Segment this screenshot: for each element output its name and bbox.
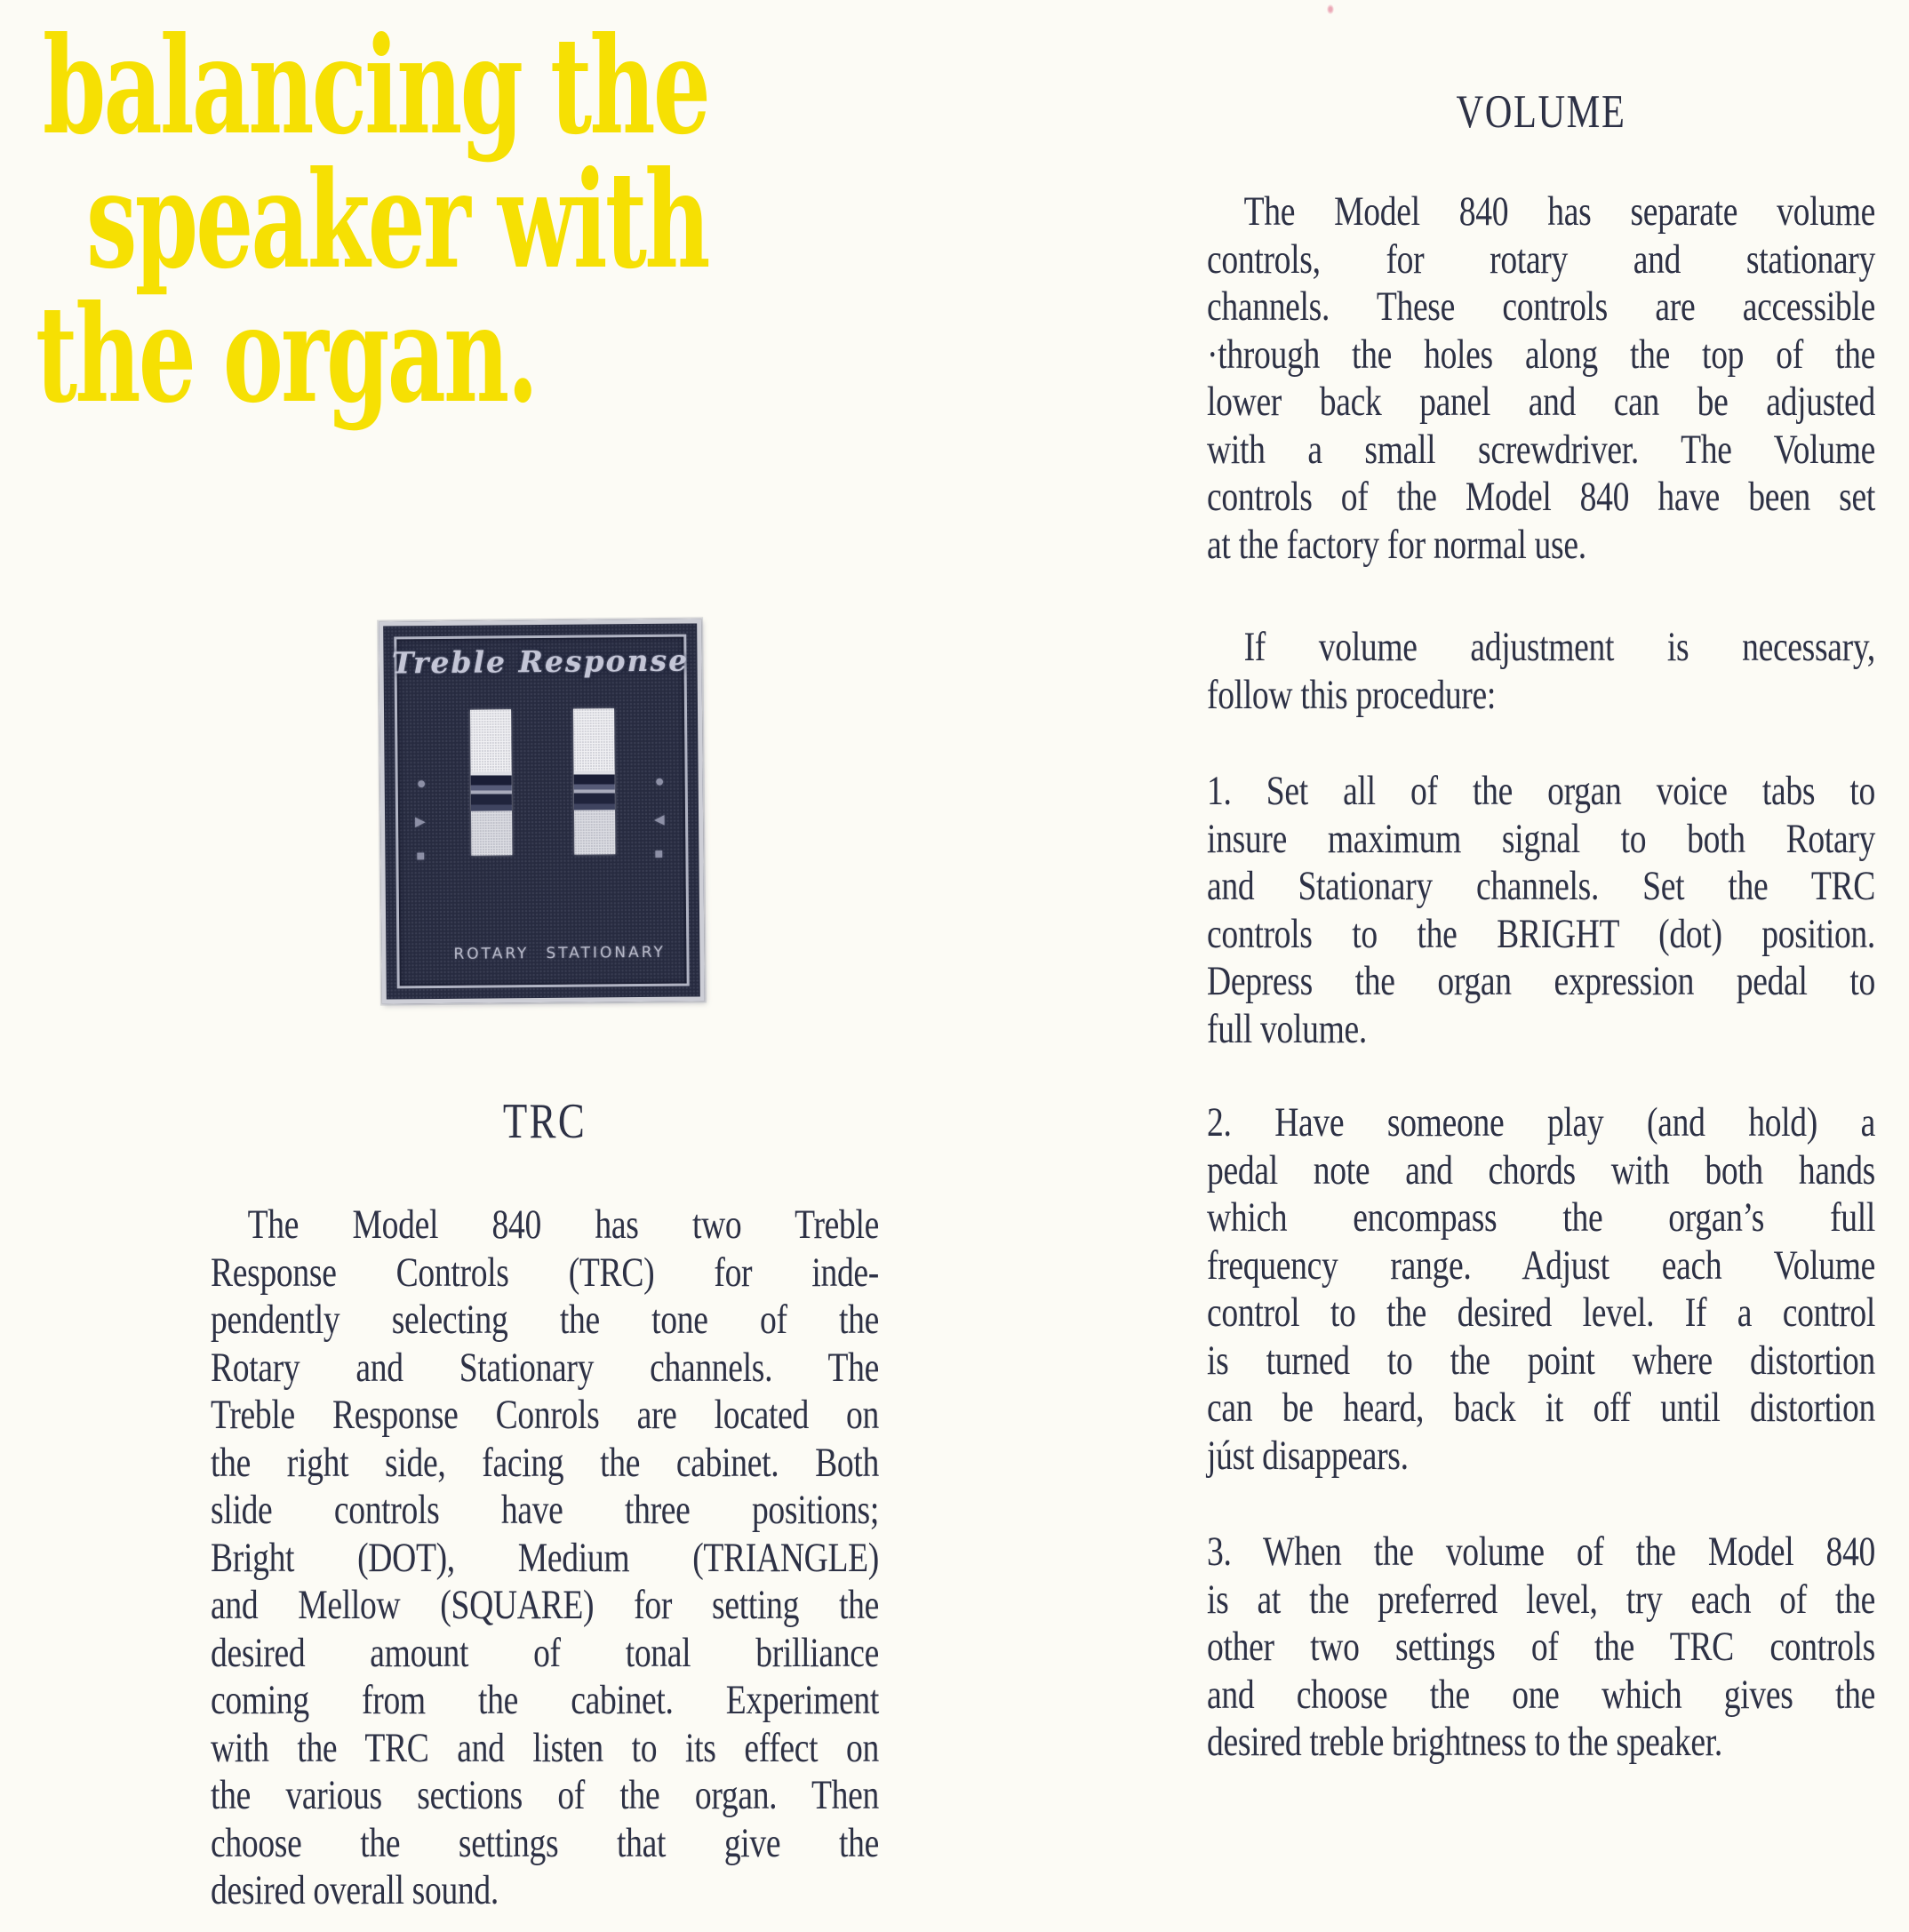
panel-inner-frame bbox=[394, 635, 689, 989]
text-line: 2. Have someone play (and hold) a bbox=[1207, 1099, 1875, 1146]
text-line: the various sections of the organ. Then bbox=[211, 1772, 879, 1818]
volume-heading: VOLUME bbox=[1456, 86, 1626, 138]
rotary-label: ROTARY bbox=[453, 945, 530, 963]
stationary-slider bbox=[573, 708, 615, 854]
text-line: ·through the holes along the top of the bbox=[1207, 331, 1875, 378]
text-line: 3. When the volume of the Model 840 bbox=[1207, 1529, 1875, 1575]
volume-section bbox=[1207, 87, 1875, 1767]
text-line: controls, for rotary and stationary bbox=[1207, 236, 1875, 283]
text-line: follow this procedure: bbox=[1207, 671, 1497, 718]
text-line: with a small screwdriver. The Volume bbox=[1207, 426, 1875, 473]
text-line: júst disappears. bbox=[1207, 1432, 1409, 1479]
headline-line-3: the organ. bbox=[36, 276, 537, 433]
page-title bbox=[36, 8, 1022, 433]
figure-caption-row bbox=[211, 1093, 879, 1150]
text-line: The Model 840 has two Treble bbox=[247, 1202, 880, 1248]
text-line: is turned to the point where distortion bbox=[1207, 1337, 1875, 1384]
text-line: desired treble brightness to the speaker. bbox=[1207, 1719, 1722, 1765]
text-line: the right side, facing the cabinet. Both bbox=[211, 1439, 879, 1486]
text-line: Depress the organ expression pedal to bbox=[1207, 958, 1875, 1004]
text-line: pendently selecting the tone of the bbox=[211, 1297, 879, 1343]
trc-panel-photo bbox=[379, 619, 705, 1003]
text-line: desired overall sound. bbox=[211, 1867, 499, 1913]
procedure-step-1 bbox=[1207, 768, 1875, 1053]
rotary-slider-handle bbox=[471, 771, 512, 810]
procedure-lead-paragraph bbox=[1207, 624, 1875, 719]
trc-paragraph bbox=[211, 1202, 879, 1915]
text-line: choose the settings that give the bbox=[211, 1819, 879, 1866]
figure-caption: TRC bbox=[502, 1094, 587, 1149]
text-line: slide controls have three positions; bbox=[211, 1487, 879, 1533]
medium-triangle-marker-icon: ▶ bbox=[415, 815, 426, 830]
text-line: with the TRC and listen to its effect on bbox=[211, 1724, 879, 1771]
mellow-square-marker-icon: ■ bbox=[416, 849, 426, 865]
panel-title: Treble Response bbox=[391, 643, 690, 681]
text-line: 1. Set all of the organ voice tabs to bbox=[1207, 768, 1875, 814]
text-line: channels. These controls are accessible bbox=[1207, 283, 1875, 330]
mellow-square-marker-icon: ■ bbox=[654, 846, 664, 862]
text-line: pedal note and chords with both hands bbox=[1207, 1146, 1875, 1194]
text-line: other two settings of the TRC controls bbox=[1207, 1624, 1875, 1670]
text-line: controls of the Model 840 have been set bbox=[1207, 474, 1875, 520]
text-line: and Mellow (SQUARE) for setting the bbox=[211, 1582, 879, 1628]
text-line: and choose the one which gives the bbox=[1207, 1671, 1875, 1718]
headline-line-2: speaker with bbox=[86, 142, 708, 299]
scan-speck bbox=[1327, 4, 1334, 14]
text-line: is at the preferred level, try each of the bbox=[1207, 1576, 1875, 1623]
text-line: lower back panel and can be adjusted bbox=[1207, 379, 1875, 425]
trc-section bbox=[211, 1202, 879, 1915]
procedure-step-3 bbox=[1207, 1529, 1875, 1767]
procedure-step-2 bbox=[1207, 1099, 1875, 1480]
headline-line-1: balancing the bbox=[43, 8, 709, 164]
rotary-slider bbox=[470, 709, 512, 855]
text-line: Treble Response Conrols are located on bbox=[211, 1392, 879, 1438]
text-line: at the factory for normal use. bbox=[1207, 521, 1586, 568]
medium-triangle-marker-icon: ◀ bbox=[654, 812, 665, 827]
stationary-slider-handle bbox=[574, 770, 615, 810]
text-line: control to the desired level. If a control bbox=[1207, 1289, 1875, 1336]
text-line: full volume. bbox=[1207, 1005, 1367, 1052]
text-line: frequency range. Adjust each Volume bbox=[1207, 1241, 1875, 1289]
bright-dot-marker-icon: ● bbox=[416, 774, 427, 793]
text-line: If volume adjustment is necessary, bbox=[1243, 624, 1875, 670]
stationary-label: STATIONARY bbox=[546, 943, 666, 962]
volume-intro-paragraph bbox=[1207, 188, 1875, 569]
text-line: controls to the BRIGHT (dot) position. bbox=[1207, 910, 1875, 957]
text-line: Bright (DOT), Medium (TRIANGLE) bbox=[211, 1534, 879, 1581]
bright-dot-marker-icon: ● bbox=[654, 771, 665, 790]
text-line: The Model 840 has separate volume bbox=[1243, 188, 1875, 235]
text-line: Response Controls (TRC) for inde- bbox=[211, 1249, 879, 1296]
text-line: coming from the cabinet. Experiment bbox=[211, 1677, 879, 1723]
text-line: and Stationary channels. Set the TRC bbox=[1207, 863, 1875, 909]
text-line: desired amount of tonal brilliance bbox=[211, 1629, 879, 1676]
text-line: which encompass the organ’s full bbox=[1207, 1194, 1875, 1241]
text-line: Rotary and Stationary channels. The bbox=[211, 1344, 879, 1391]
text-line: can be heard, back it off until distortion bbox=[1207, 1385, 1875, 1431]
text-line: insure maximum signal to both Rotary bbox=[1207, 815, 1875, 862]
